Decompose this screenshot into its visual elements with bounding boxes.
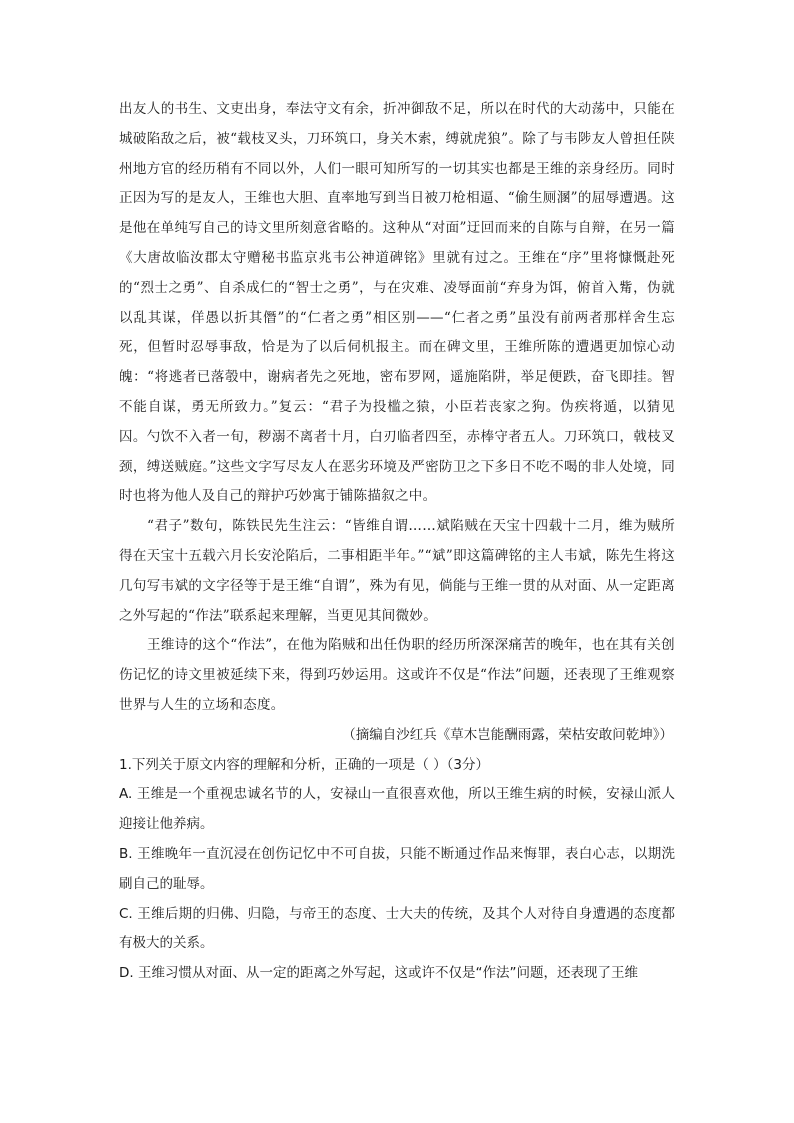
question-stem: 1.下列关于原文内容的理解和分析，正确的一项是（ ）（3分） — [119, 756, 490, 773]
passage-paragraph-1: 出友人的书生、文吏出身，奉法守文有余，折冲御敌不足，所以在时代的大动荡中，只能在城破陷敌之后，被“载枝叉头，刀环筑口，身关木索，缚就虎狼”。除了与韦陟友人曾担任陕州地方官的经历稍有不同以外，人们一眼可知所写的一切其实也都是王维的亲身经历。同时正因为写的是友人，王维也大胆、直率地写到当日被刀枪相逼、“偷生厕溷”的屈辱遭遇。这是他在单纯写自己的诗文里所刻意省略的。这种从“对面”迂回而来的自陈与自辩，在另一篇《大唐故临汝郡太守赠秘书监京兆韦公神道碑铭》里就有过之。王维在“序”里将慷慨赴死的“烈士之勇”、自杀成仁的“智士之勇”，与在灾难、凌辱面前“弃身为饵，俯首入觜，伪就以乱其谋，佯愚以折其僭”的“仁者之勇”相区别——“仁者之勇”虽没有前两者那样舍生忘死，但暂时忍辱事敌，恰是为了以后伺机报主。而在碑文里，王维所陈的遭遇更加惊心动魄：“将逃者已落彀中，谢病者先之死地，密布罗网，遥施陷阱，举足便跌，奋飞即挂。智不能自谋，勇无所致力。”复云：“君子为投槛之猿，小臣若丧家之狗。伪疾将遁，以猜见囚。勺饮不入者一旬，秽溺不离者十月，白刃临者四至，赤棒守者五人。刀环筑口，戟枝叉颈，缚送贼庭。”这些文字写尽友人在恶劣环境及严密防卫之下多日不吃不喝的非人处境，同时也将为他人及自己的辩护巧妙寓于铺陈描叙之中。 — [119, 101, 675, 505]
option-b: B. 王维晚年一直沉浸在创伤记忆中不可自拔，只能不断通过作品来悔罪，表白心志，以期洗刷自己的耻辱。 — [119, 845, 675, 892]
document-page — [119, 95, 675, 989]
option-d: D. 王维习惯从对面、从一定的距离之外写起，这或许不仅是“作法”问题，还表现了王维 — [119, 965, 638, 982]
passage-source: （摘编自沙红兵《草木岂能酬雨露，荣枯安敢问乾坤》） — [342, 726, 673, 743]
option-a: A. 王维是一个重视忠诚名节的人，安禄山一直很喜欢他，所以王维生病的时候，安禄山派人迎接让他养病。 — [119, 786, 675, 833]
passage-paragraph-2: “君子”数句，陈铁民先生注云：“皆维自谓……斌陷贼在天宝十四载十二月，维为贼所得在天宝十五载六月长安沦陷后，二事相距半年。”“斌”即这篇碑铭的主人韦斌，陈先生将这几句写韦斌的文字径等于是王维“自谓”，殊为有见，倘能与王维一贯的从对面、从一定距离之外写起的“作法”联系起来理解，当更见其间微妙。 — [119, 518, 675, 624]
option-c: C. 王维后期的归佛、归隐，与帝王的态度、士大夫的传统，及其个人对待自身遭遇的态度都有极大的关系。 — [119, 905, 675, 952]
passage-paragraph-3: 王维诗的这个“作法”，在他为陷贼和出任伪职的经历所深深痛苦的晚年，也在其有关创伤记忆的诗文里被延续下来，得到巧妙运用。这或许不仅是“作法”问题，还表现了王维观察世界与人生的立场和态度。 — [119, 637, 675, 713]
